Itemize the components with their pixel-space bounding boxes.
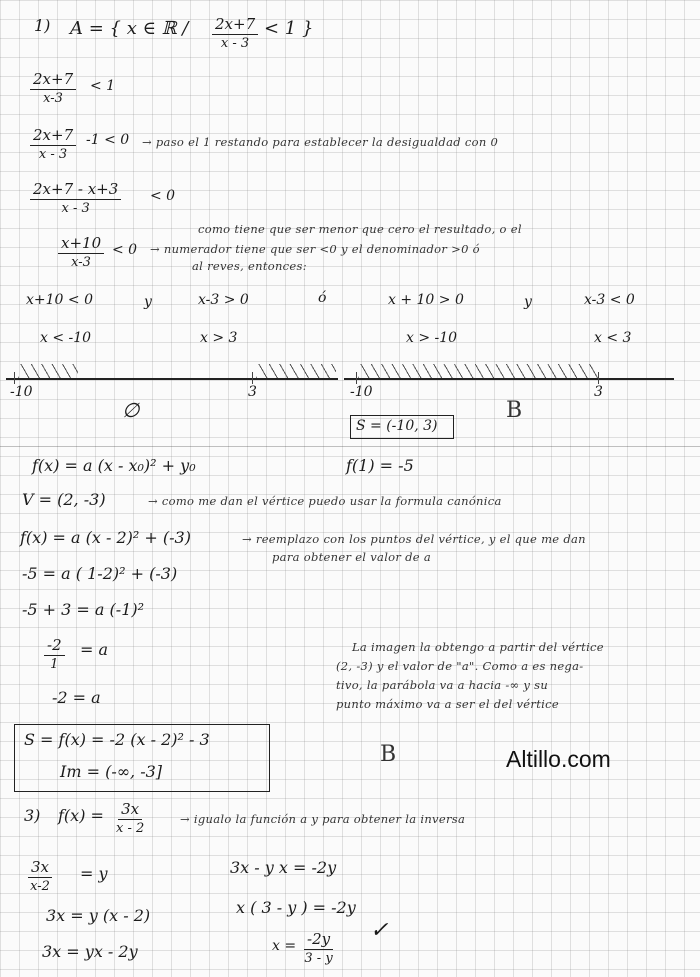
ex2-fraction <box>44 636 65 672</box>
fraction-denominator: x - 3 <box>38 147 68 162</box>
step4-rest: < 0 <box>112 242 138 258</box>
number-line-1-tick-left <box>14 372 15 384</box>
fraction-denominator: 1 <box>50 657 59 672</box>
image-note-2: (2, -3) y el valor de "a". Como a es nega- <box>336 659 584 673</box>
fraction-numerator: 2x+7 <box>30 126 76 146</box>
step3-rest: < 0 <box>150 188 176 204</box>
ex1-grade: B <box>506 398 523 423</box>
fraction-numerator: 2x+7 <box>30 70 76 90</box>
case1-condition-a: x+10 < 0 <box>26 292 93 308</box>
fraction-denominator: x - 3 <box>61 201 90 216</box>
case1-condition-b: x-3 > 0 <box>198 292 249 308</box>
number-line-1-label-right: 3 <box>248 384 257 400</box>
empty-set-symbol: ∅ <box>122 398 140 422</box>
step2-fraction <box>30 126 76 162</box>
fraction-denominator: x - 2 <box>116 821 145 836</box>
ex3-definition-fraction <box>116 800 144 836</box>
canonical-formula: f(x) = a (x - x₀)² + y₀ <box>32 456 196 475</box>
ex2-line-1-note: → reemplazo con los puntos del vértice, y el que me dan <box>242 532 586 546</box>
image-note-1: La imagen la obtengo a partir del vértice <box>352 640 604 654</box>
fraction-denominator: x-3 <box>71 255 91 270</box>
ex2-answer-function: S = f(x) = -2 (x - 2)² - 3 <box>24 730 210 749</box>
case1-result-b: x > 3 <box>200 330 238 346</box>
ex3-step1-rest: = y <box>80 864 108 883</box>
number-line-2-label-right: 3 <box>594 384 603 400</box>
fraction-numerator: 2x+7 - x+3 <box>30 180 121 200</box>
number-line-2-tick-left <box>356 372 357 384</box>
case1-and: y <box>144 294 152 310</box>
fraction-numerator: 3x <box>28 858 52 878</box>
ex3-definition-note: → igualo la función a y para obtener la inversa <box>180 812 466 826</box>
number-line-1-tick-right <box>252 372 253 384</box>
ex2-grade: B <box>380 742 397 767</box>
number-line-2 <box>344 378 674 380</box>
ex3-right-step3-prefix: x = <box>272 938 297 954</box>
step1-rest: < 1 <box>90 78 116 94</box>
ex1-number: 1) <box>34 16 51 35</box>
case2-and: y <box>524 294 532 310</box>
fraction-denominator: x-2 <box>30 879 50 894</box>
ex2-fraction-rest: = a <box>80 640 109 659</box>
set-definition-suffix: < 1 } <box>264 18 314 39</box>
set-definition-fraction <box>212 15 258 51</box>
ex3-number: 3) <box>24 806 41 825</box>
ex1-answer: S = (-10, 3) <box>356 418 438 434</box>
fraction-denominator: 3 - y <box>304 951 333 966</box>
fraction-numerator: 3x <box>118 800 142 820</box>
ex3-right-step3-fraction <box>304 930 333 966</box>
ex2-line-2: -5 = a ( 1-2)² + (-3) <box>22 564 178 583</box>
ex2-line-1-note-2: para obtener el valor de a <box>272 550 432 564</box>
ex2-line-4: -2 = a <box>52 688 101 707</box>
fraction-numerator: x+10 <box>58 234 104 254</box>
step4-fraction <box>58 234 104 270</box>
ex3-right-step1: 3x - y x = -2y <box>230 858 337 877</box>
ex2-answer-image: Im = (-∞, -3] <box>60 762 163 781</box>
fraction-numerator: -2 <box>44 636 65 656</box>
number-line-2-tick-right <box>598 372 599 384</box>
set-definition-prefix: A = { x ∈ ℝ / <box>70 18 189 39</box>
watermark: Altillo.com <box>506 746 611 772</box>
case2-result-b: x < 3 <box>594 330 632 346</box>
fraction-numerator: 2x+7 <box>212 15 258 35</box>
note-line-3: al reves, entonces: <box>192 259 307 273</box>
vertex-note: → como me dan el vértice puedo usar la formula canónica <box>148 494 502 508</box>
note-line-2: → numerador tiene que ser <0 y el denominador >0 ó <box>150 242 480 256</box>
ex3-step2: 3x = y (x - 2) <box>46 906 151 925</box>
fraction-denominator: x-3 <box>43 91 63 106</box>
number-line-1-shade-left <box>18 364 78 378</box>
case1-result-a: x < -10 <box>40 330 92 346</box>
number-line-1-shade-right <box>256 364 336 378</box>
case2-condition-b: x-3 < 0 <box>584 292 635 308</box>
vertex: V = (2, -3) <box>22 490 106 509</box>
check-mark: ✓ <box>370 918 389 943</box>
number-line-2-label-left: -10 <box>350 384 373 400</box>
step2-note: → paso el 1 restando para establecer la desigualdad con 0 <box>142 135 499 149</box>
ex3-step3: 3x = yx - 2y <box>42 942 138 961</box>
fraction-numerator: -2y <box>304 930 333 950</box>
image-note-3: tivo, la parábola va a hacia -∞ y su <box>336 678 549 692</box>
or-label: ó <box>318 290 327 306</box>
number-line-1 <box>6 378 338 380</box>
divider <box>0 446 700 447</box>
case2-result-a: x > -10 <box>406 330 458 346</box>
image-note-4: punto máximo va a ser el del vértice <box>336 697 559 711</box>
case2-condition-a: x + 10 > 0 <box>388 292 464 308</box>
step3-fraction <box>30 180 121 216</box>
ex3-step1-fraction <box>28 858 52 894</box>
given-point: f(1) = -5 <box>346 456 414 475</box>
ex3-definition-prefix: f(x) = <box>58 806 104 825</box>
number-line-2-shade <box>358 364 598 378</box>
fraction-denominator: x - 3 <box>220 36 250 51</box>
step2-rest: -1 < 0 <box>86 132 130 148</box>
ex3-right-step2: x ( 3 - y ) = -2y <box>236 898 356 917</box>
step1-fraction <box>30 70 76 106</box>
ex2-line-1: f(x) = a (x - 2)² + (-3) <box>20 528 191 547</box>
ex2-line-3: -5 + 3 = a (-1)² <box>22 600 145 619</box>
number-line-1-label-left: -10 <box>10 384 33 400</box>
note-line-1: como tiene que ser menor que cero el resultado, o el <box>198 222 522 236</box>
